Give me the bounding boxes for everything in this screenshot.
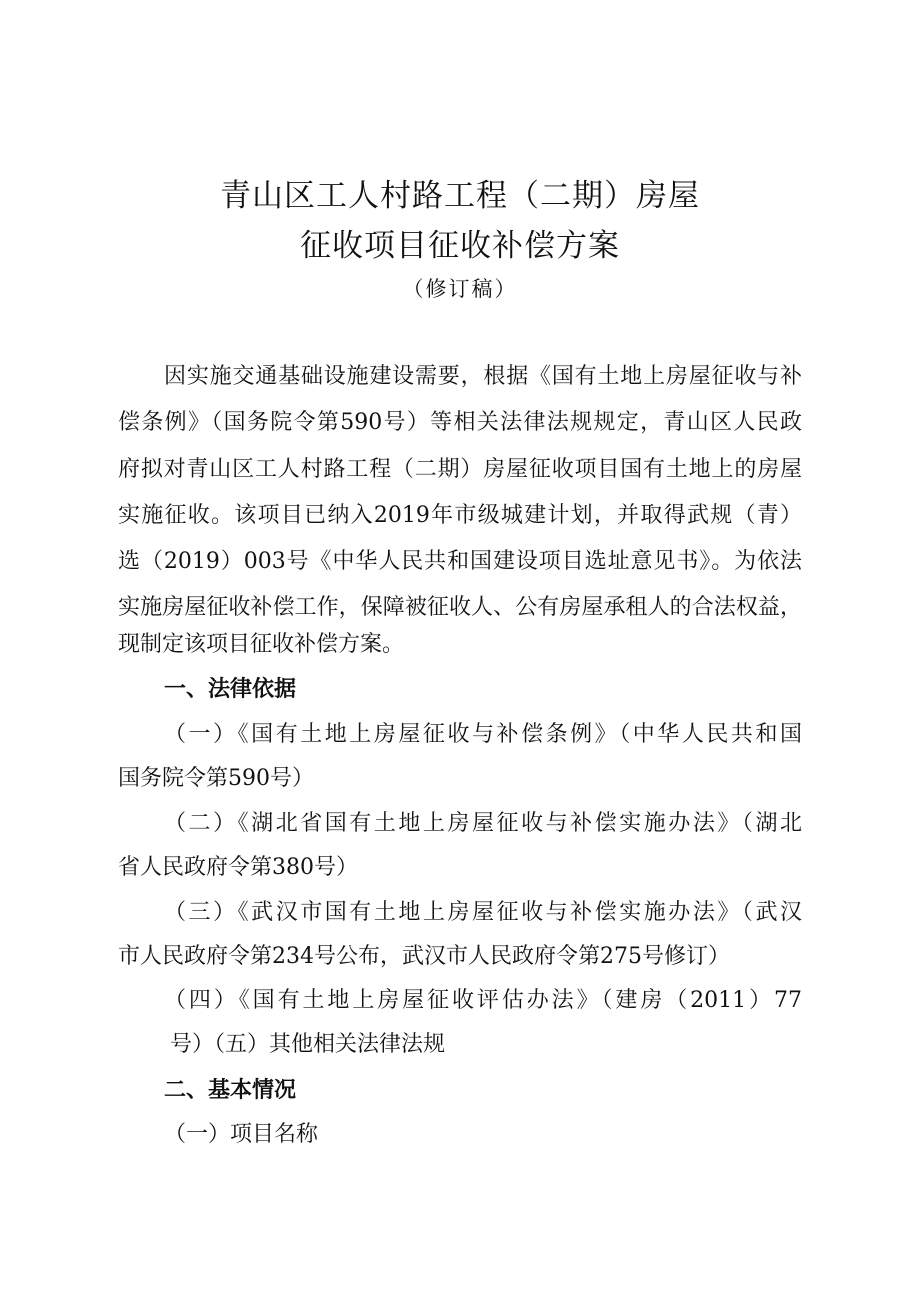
legal-basis-item-continuation: 号）（五）其他相关法律法规 bbox=[170, 1032, 446, 1057]
legal-basis-item: （四）《国有土地上房屋征收评估办法》（建房（2011）77 bbox=[164, 988, 802, 1013]
intro-line: 选（2019）003号《中华人民共和国建设项目选址意见书》。为依法 bbox=[118, 549, 802, 574]
document-title-line-2: 征收项目征收补偿方案 bbox=[300, 228, 620, 264]
intro-line: 现制定该项目征收补偿方案。 bbox=[118, 632, 405, 657]
legal-basis-item: （二）《湖北省国有土地上房屋征收与补偿实施办法》（湖北 bbox=[164, 811, 802, 836]
section-heading-basic-info: 二、基本情况 bbox=[164, 1078, 297, 1103]
legal-basis-item-continuation: 省人民政府令第380号） bbox=[118, 855, 358, 880]
legal-basis-item-continuation: 国务院令第590号） bbox=[118, 766, 314, 791]
intro-line: 府拟对青山区工人村路工程（二期）房屋征收项目国有土地上的房屋 bbox=[118, 457, 802, 482]
legal-basis-item-continuation: 市人民政府令第234号公布，武汉市人民政府令第275号修订） bbox=[118, 944, 730, 969]
section-heading-legal-basis: 一、法律依据 bbox=[164, 677, 297, 702]
intro-line: 因实施交通基础设施建设需要，根据《国有土地上房屋征收与补 bbox=[164, 364, 802, 389]
legal-basis-item: （三）《武汉市国有土地上房屋征收与补偿实施办法》（武汉 bbox=[164, 900, 802, 925]
basic-info-item: （一）项目名称 bbox=[164, 1122, 319, 1147]
legal-basis-item: （一）《国有土地上房屋征收与补偿条例》（中华人民共和国 bbox=[164, 722, 802, 747]
intro-line: 偿条例》（国务院令第590号）等相关法律法规规定，青山区人民政 bbox=[118, 410, 802, 435]
document-subtitle: （修订稿） bbox=[402, 277, 518, 301]
intro-line: 实施房屋征收补偿工作，保障被征收人、公有房屋承租人的合法权益， bbox=[118, 595, 802, 620]
intro-line: 实施征收。该项目已纳入2019年市级城建计划，并取得武规（青） bbox=[118, 503, 802, 528]
document-title-line-1: 青山区工人村路工程（二期）房屋 bbox=[220, 178, 700, 214]
